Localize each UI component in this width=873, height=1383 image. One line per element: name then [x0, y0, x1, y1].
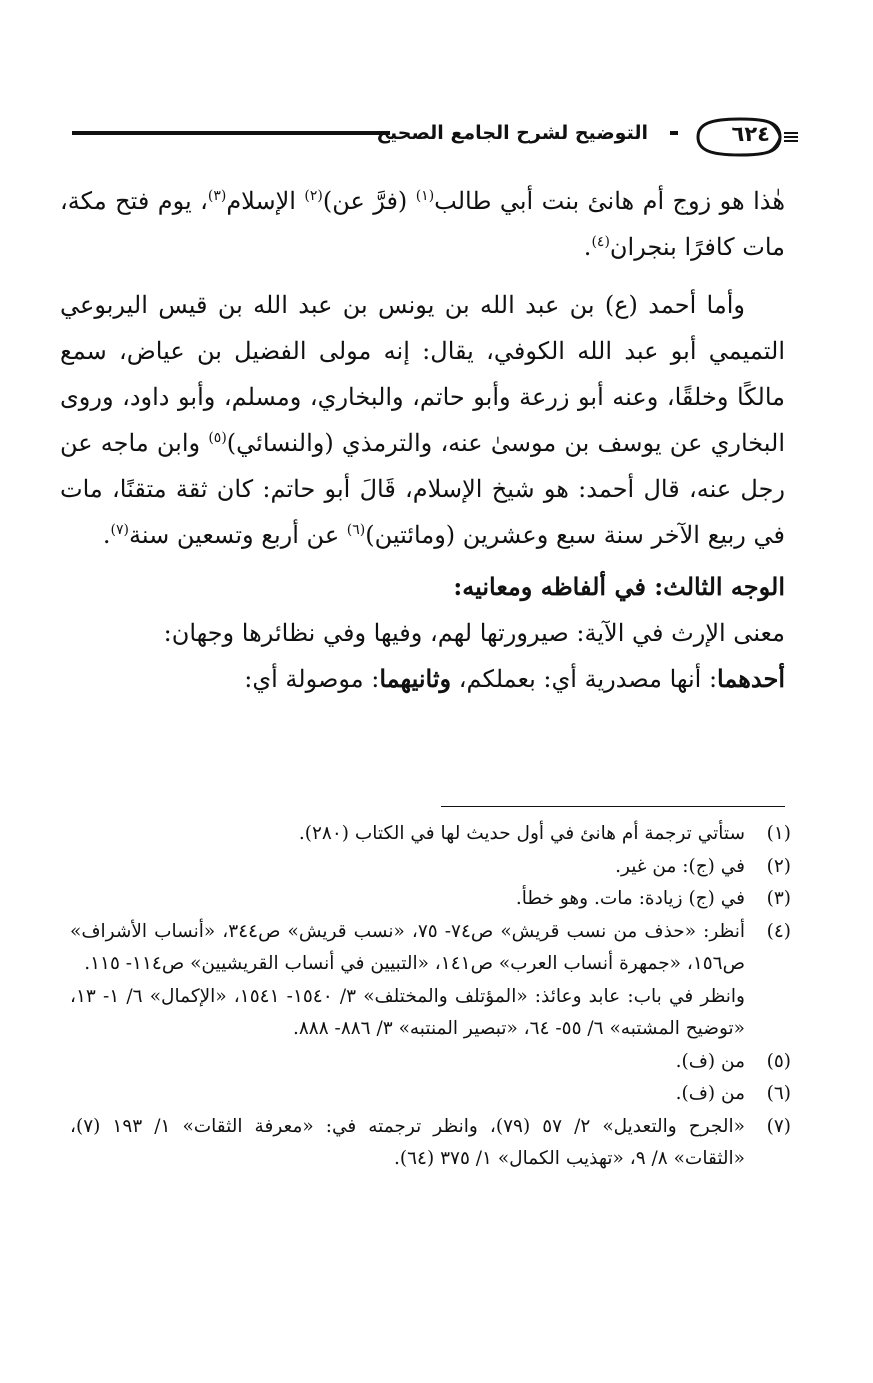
footnote-2: (٢) في (ج): من غير. [615, 855, 791, 877]
footnote-7: (٧) «الجرح والتعديل» ٢/ ٥٧ (٧٩)، وانظر ترجمته في: «معرفة الثقات» ١/ ١٩٣ (٧)، «الثقات» ٨/ ٩، «تهذيب الكمال» ١/ ٣٧٥ (٦٤). [70, 1115, 791, 1169]
footnote-4-continued: وانظر في باب: عابد وعائذ: «المؤتلف والمختلف» ٣/ ١٥٤٠- ١٥٤١، «الإكمال» ٦/ ١- ١٣، «توضيح المشتبه» ٦/ ٥٥- ٦٤، «تبصير المنتبه» ٣/ ٨٨٦- ٨٨٨. [70, 985, 745, 1039]
header-rule-left [72, 131, 390, 135]
running-title: التوضيح لشرح الجامع الصحيح [376, 122, 648, 144]
footnote-1: (١) ستأتي ترجمة أم هانئ في أول حديث لها في الكتاب (٢٨٠). [298, 823, 791, 844]
main-text [60, 178, 785, 702]
paragraph-2: وأما أحمد (ع) بن عبد الله بن يونس بن عبد الله بن قيس اليربوعي التميمي أبو عبد الله الكوفي، يقال: إنه مولى الفضيل بن عياض، سمع مالكًا وخلقًا، وعنه أبو زرعة وأبو حاتم، والبخاري، ومسلم، وأبو داود، وروى البخاري عن يوسف بن موسىٰ عنه، والترمذي (والنسائي)$^{(٥)}$ وابن ماجه عن رجل عنه، قال أحمد: هو شيخ الإسلام، قَالَ أبو حاتم: كان ثقة متقنًا، مات في ربيع الآخر سنة سبع وعشرين (ومائتين)$^{(٦)}$ عن أربع وتسعين سنة$^{(٧)}$. [60, 291, 786, 549]
page-header [62, 112, 800, 162]
footnote-3: (٣) في (ج) زيادة: مات. وهو خطأ. [515, 888, 791, 909]
section-heading: الوجه الثالث: في ألفاظه ومعانيه: [453, 572, 785, 601]
footnote-5: (٥) من (ف). [675, 1050, 791, 1072]
paragraph-4: أحدهما: أنها مصدرية أي: بعملكم، وثانيهما: موصولة أي: [244, 664, 785, 693]
footnote-4: (٤) أنظر: «حذف من نسب قريش» ص٧٤- ٧٥، «نسب قريش» ص٣٤٤، «أنساب الأشراف» ص١٥٦، «جمهرة أنساب العرب» ص١٤١، «التبيين في أنساب القريشيين» ص١١٤- ١١٥. [70, 920, 791, 974]
footnote-separator [441, 806, 785, 807]
page-number: ٦٢٤ [731, 122, 770, 146]
footnote-6: (٦) من (ف). [675, 1083, 791, 1104]
header-rule-right [670, 131, 678, 135]
paragraph-3: معنى الإرث في الآية: صيرورتها لهم، وفيها وفي نظائرها وجهان: [163, 619, 785, 647]
paragraph-1: هٰذا هو زوج أم هانئ بنت أبي طالب$^{(١)}$ (فرَّ عن)$^{(٢)}$ الإسلام$^{(٣)}$، يوم فتح مكة، مات كافرًا بنجران$^{(٤)}$. [60, 187, 785, 261]
footnotes [70, 818, 791, 1176]
